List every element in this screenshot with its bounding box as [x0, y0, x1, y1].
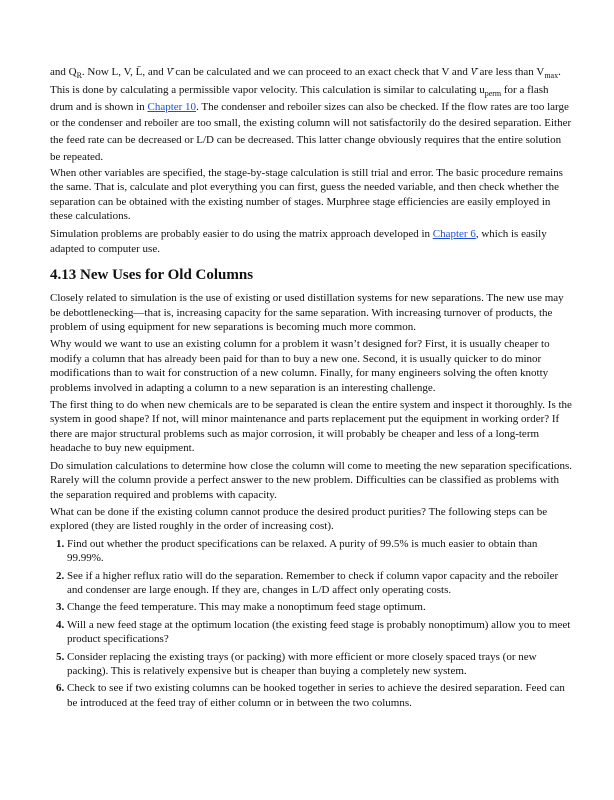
list-item: 1. Find out whether the product specifications can be relaxed. A purity of 99.5% is much easier to obtain than 99.99%. [56, 537, 538, 565]
section-paragraph: What can be done if the existing column cannot produce the desired product purities? The following steps can be explored (they are listed roughly in the order of increasing cost). [50, 505, 548, 533]
section-paragraph: Closely related to simulation is the use of existing or used distillation systems for new separations. The new use may be debottlenecking—that is, increasing capacity for the same separation. With increasing turnover of products, the problem of using equipment for new separations is becoming much more common. [50, 292, 564, 334]
list-item: 3. Change the feed temperature. This may make a nonoptimum feed stage optimum. [56, 601, 426, 614]
list-item: 5. Consider replacing the existing trays (or packing) with more efficient or more closely spaced trays (or new packing). This is relatively expensive but is cheaper than buying a completely new system. [56, 650, 537, 677]
list-item: 2. See if a higher reflux ratio will do the separation. Remember to check if column vapor capacity and the reboiler and condenser are large enough. If they are, changes in L/D affect only operating costs. [56, 569, 559, 596]
section-paragraph: Do simulation calculations to determine how close the column will come to meeting the new separation specifications. Rarely will the column provide a perfect answer to the new problem. Difficulties can be classified as problems with the separation required and problems with capacity. [50, 459, 573, 501]
chapter-6-link[interactable]: Chapter 6 [432, 228, 476, 241]
steps-list [50, 537, 574, 710]
list-item: 4. Will a new feed stage at the optimum location (the existing feed stage is probably nonoptimum) allow you to meet product specifications? [56, 618, 571, 646]
chapter-10-link[interactable]: Chapter 10 [147, 100, 197, 113]
paragraph-intro: and $Q_R$. Now L, V, L, and V̄ can be calculated and we can proceed to an exact check that V and V̄ are less than $V_{max}$. This is done by calculating a permissible vapor velocity. This calculation is similar to calculating $u_{perm}$ for a flash drum and is shown in Chapter 10. The condenser and reboiler sizes can also be checked. If the flow rates are too large or the condenser and reboiler are too small, the existing column will not satisfactorily do the desired separation. Either the feed rate can be decreased or L/D can be decreased. This latter change obviously requires that the entire solution be repeated. [50, 66, 572, 163]
section-paragraph: Why would we want to use an existing column for a problem it wasn’t designed for? First, it is usually cheaper to modify a column that has already been paid for than to buy a new one. Second, it is usually quicker to do minor modifications than to wait for construction of a new column. Finally, for many engineers solving the often knotty problems involved in adapting a column to a new separation is an interesting challenge. [50, 338, 550, 394]
section-paragraph: The first thing to do when new chemicals are to be separated is clean the entire system and inspect it thoroughly. Is the system in good shape? If not, will minor maintenance and parts replacement put the equipment in working order? If there are major structural problems such as major corrosion, it will probably be cheaper and less of a long-term headache to buy new equipment. [50, 399, 572, 455]
section-heading: 4.13 New Uses for Old Columns [50, 267, 254, 284]
list-item: 6. Check to see if two existing columns can be hooked together in series to achieve the desired separation. Feed can be introduced at the feed tray of either column or in between the two columns. [56, 682, 565, 709]
paragraph-other-variables: When other variables are specified, the stage-by-stage calculation is still trial and error. The basic procedure remains the same. That is, calculate and plot everything you can first, guess the needed variable, and then check whether the separation can be obtained with the existing number of stages. Murphree stage efficiencies are easily employed in these calculations. [50, 166, 563, 222]
paragraph-simulation: Simulation problems are probably easier to do using the matrix approach developed in Chapter 6, which is easily adapted to computer use. [50, 228, 547, 255]
